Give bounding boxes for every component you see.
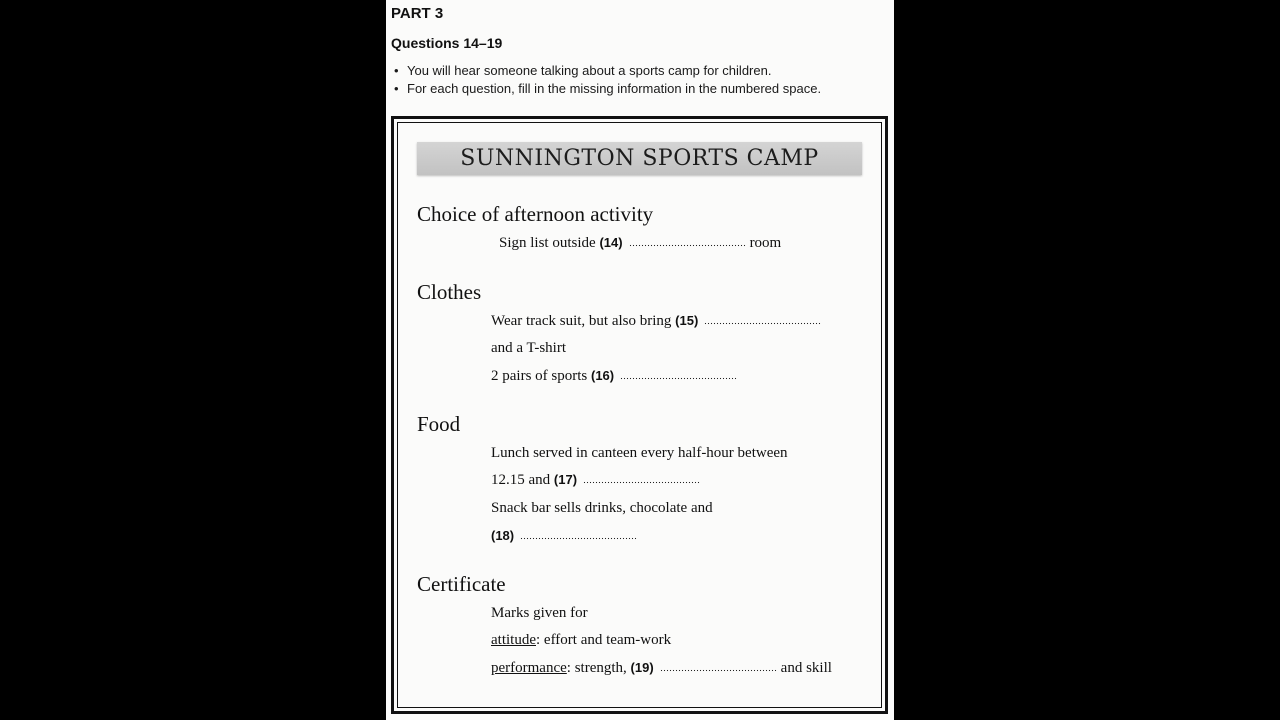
performance-description: : strength, [566,660,627,676]
attitude-term: attitude [491,632,536,648]
answer-blank-15[interactable] [704,322,821,325]
heading-food: Food [417,412,461,436]
food-line-4 [491,528,641,545]
answer-blank-19[interactable] [660,669,777,672]
part-label: PART 3 [391,5,444,22]
questions-range: Questions 14–19 [391,35,503,51]
clothes-line-1 [491,313,825,330]
certificate-line-1: Marks given for [491,605,588,621]
certificate-line-2 [491,632,671,649]
clothes-text-1: Wear track suit, but also bring [491,313,672,329]
food-line-1: Lunch served in canteen every half-hour between [491,445,788,461]
worksheet-page [386,0,894,720]
clothes-line-3 [491,368,741,385]
heading-clothes: Clothes [417,280,482,304]
instruction-1: • You will hear someone talking about a sports camp for children. [394,63,772,78]
clothes-text-3: 2 pairs of sports [491,368,588,384]
food-line-3: Snack bar sells drinks, chocolate and [491,500,713,516]
answer-blank-18[interactable] [520,537,637,540]
form-title: SUNNINGTON SPORTS CAMP [417,142,862,175]
certificate-suffix: and skill [780,660,832,676]
question-17-number: (17) [553,472,578,487]
heading-activity: Choice of afternoon activity [417,202,654,226]
activity-text: Sign list outside [499,235,596,251]
question-14-number: (14) [599,235,623,250]
question-15-number: (15) [675,313,699,328]
certificate-line-3 [491,660,832,677]
activity-suffix: room [749,235,782,251]
question-16-number: (16) [591,368,615,383]
instruction-2-text: For each question, fill in the missing information in the numbered space. [407,81,822,96]
answer-blank-17[interactable] [583,481,700,484]
performance-term: performance [491,660,567,676]
food-text-2: 12.15 and [491,472,551,488]
instruction-1-text: You will hear someone talking about a sports camp for children. [407,63,772,78]
food-line-2 [491,472,704,489]
answer-blank-14[interactable] [629,244,746,247]
clothes-line-2: and a T-shirt [491,340,566,356]
answer-blank-16[interactable] [620,377,737,380]
heading-certificate: Certificate [417,572,506,596]
question-18-number: (18) [491,528,515,543]
activity-line [499,235,781,252]
instruction-2: • For each question, fill in the missing information in the numbered space. [394,81,822,96]
question-19-number: (19) [630,660,654,675]
attitude-description: : effort and team-work [536,632,672,648]
